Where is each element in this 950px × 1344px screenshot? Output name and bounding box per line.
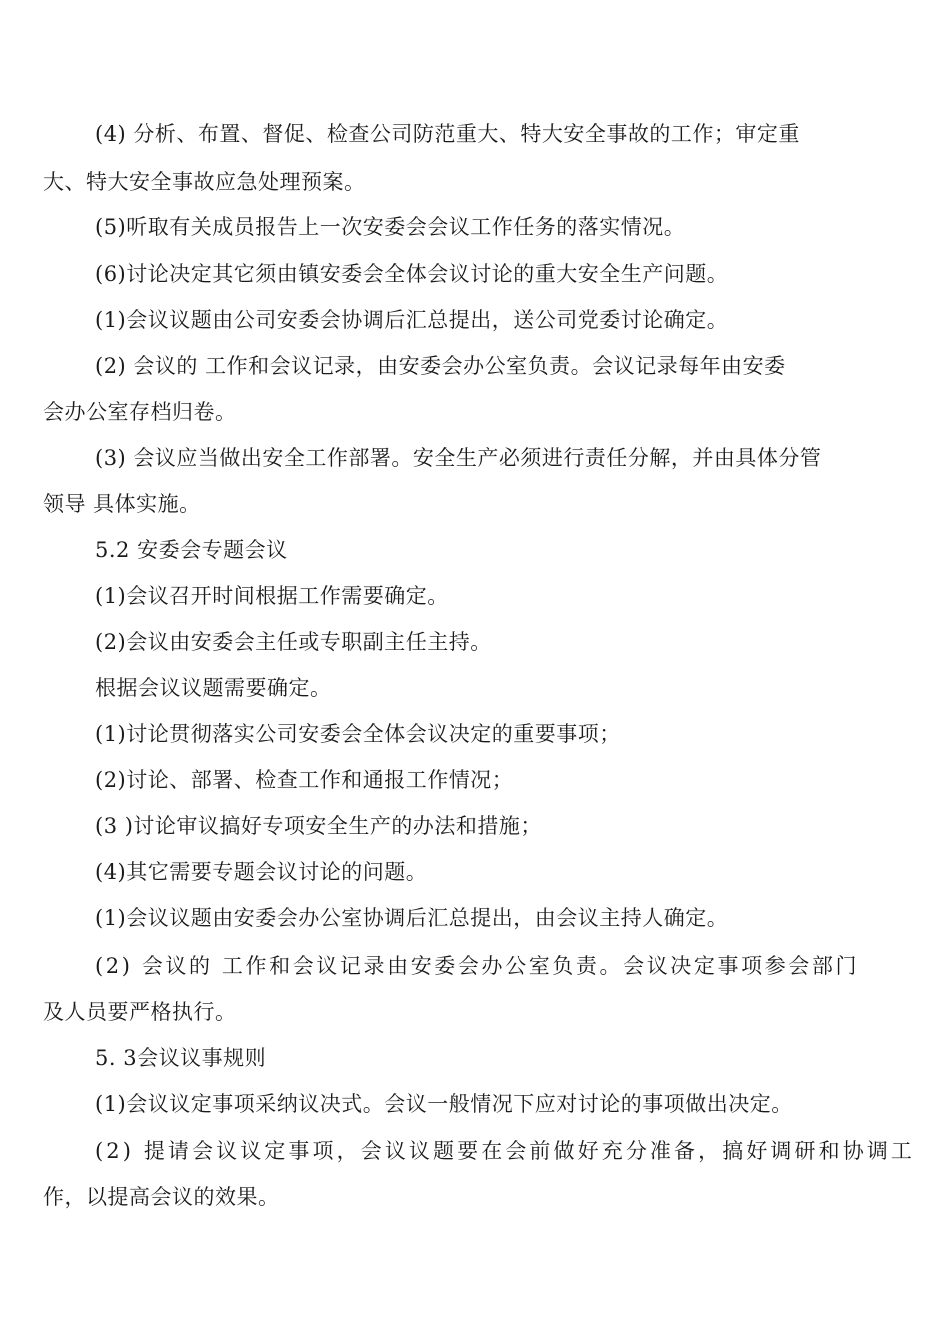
paragraph-line: (3 )讨论审议搞好专项安全生产的办法和措施； [95,814,542,838]
paragraph-line: (1)会议议题由公司安委会协调后汇总提出，送公司党委讨论确定。 [95,308,729,332]
paragraph-line: 及人员要严格执行。 [43,1000,237,1024]
paragraph-line: (4)其它需要专题会议讨论的问题。 [95,860,428,884]
paragraph-line: 领导 具体实施。 [43,492,201,516]
paragraph-line: (2) 会议的 工作和会议记录，由安委会办公室负责。会议记录每年由安委 [95,354,786,378]
paragraph-line: (3) 会议应当做出安全工作部署。安全生产必须进行责任分解，并由具体分管 [95,446,822,470]
paragraph-line: (1)会议议定事项采纳议决式。会议一般情况下应对讨论的事项做出决定。 [95,1092,793,1116]
paragraph-line: (5)听取有关成员报告上一次安委会会议工作任务的落实情况。 [95,215,686,239]
paragraph-line: (1)会议议题由安委会办公室协调后汇总提出，由会议主持人确定。 [95,906,729,930]
paragraph-line: (2) 提请会议议定事项，会议议题要在会前做好充分准备，搞好调研和协调工 [95,1139,916,1163]
paragraph-line: 作，以提高会议的效果。 [43,1185,280,1209]
paragraph-line: (1)讨论贯彻落实公司安委会全体会议决定的重要事项； [95,722,621,746]
paragraph-line: (1)会议召开时间根据工作需要确定。 [95,584,449,608]
paragraph-line: 会办公室存档归卷。 [43,400,237,424]
paragraph-line: (6)讨论决定其它须由镇安委会全体会议讨论的重大安全生产问题。 [95,262,729,286]
paragraph-line: 大、特大安全事故应急处理预案。 [43,170,366,194]
paragraph-line: (4) 分析、布置、督促、检查公司防范重大、特大安全事故的工作；审定重 [95,122,800,146]
section-heading: 5.2 安委会专题会议 [95,538,288,562]
section-heading: 5. 3会议议事规则 [95,1046,267,1070]
paragraph-line: (2) 会议的 工作和会议记录由安委会办公室负责。会议决定事项参会部门 [95,954,860,978]
paragraph-line: (2)讨论、部署、检查工作和通报工作情况； [95,768,514,792]
paragraph-line: 根据会议议题需要确定。 [95,676,332,700]
paragraph-line: (2)会议由安委会主任或专职副主任主持。 [95,630,492,654]
